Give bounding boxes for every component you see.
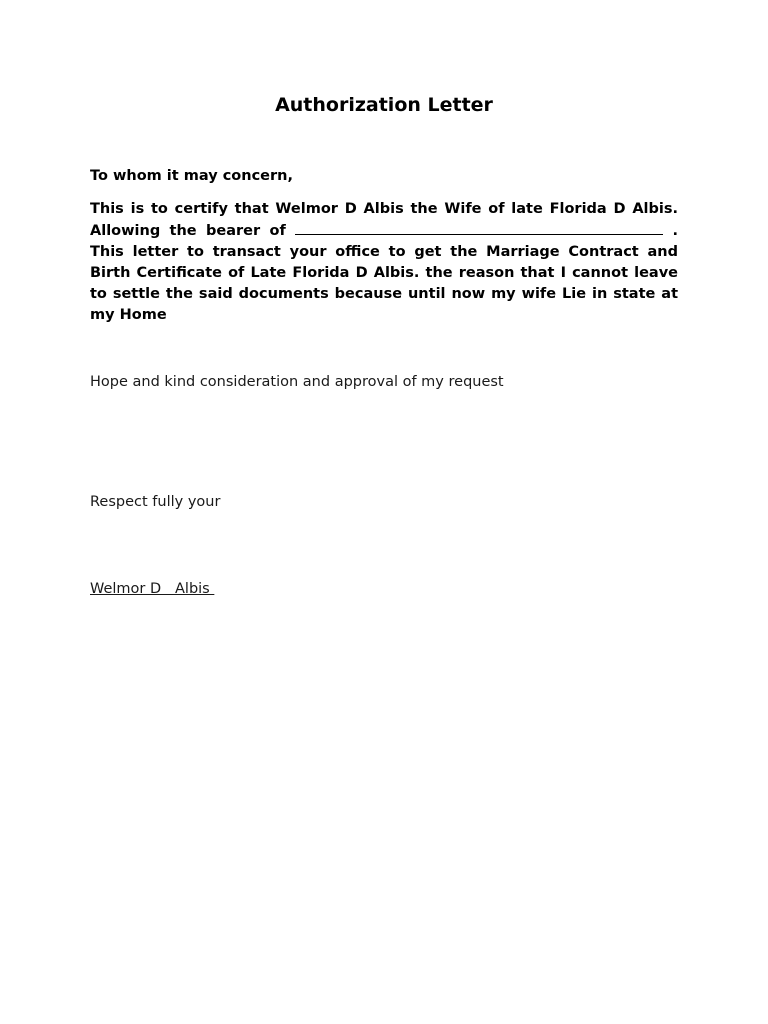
salutation: To whom it may concern, <box>90 168 293 184</box>
request-line: Hope and kind consideration and approval of my request <box>90 374 504 390</box>
bearer-name-blank <box>295 220 663 235</box>
letter-body-part-1: This is to certify that Welmor D Albis the Wife of late Florida D Albis. Allowing the bearer of <box>90 201 678 239</box>
letter-title: Authorization Letter <box>275 94 493 116</box>
letter-body <box>90 199 678 326</box>
closing-line: Respect fully your <box>90 494 221 510</box>
signature-name: Welmor D Albis <box>90 581 215 597</box>
letter-body-part-2: . This letter to transact your office to get the Marriage Contract and Birth Certificate of Late Florida D Albis. the reason that I cannot leave to settle the said documents because until now my wife Lie in state at my Home <box>90 223 678 323</box>
